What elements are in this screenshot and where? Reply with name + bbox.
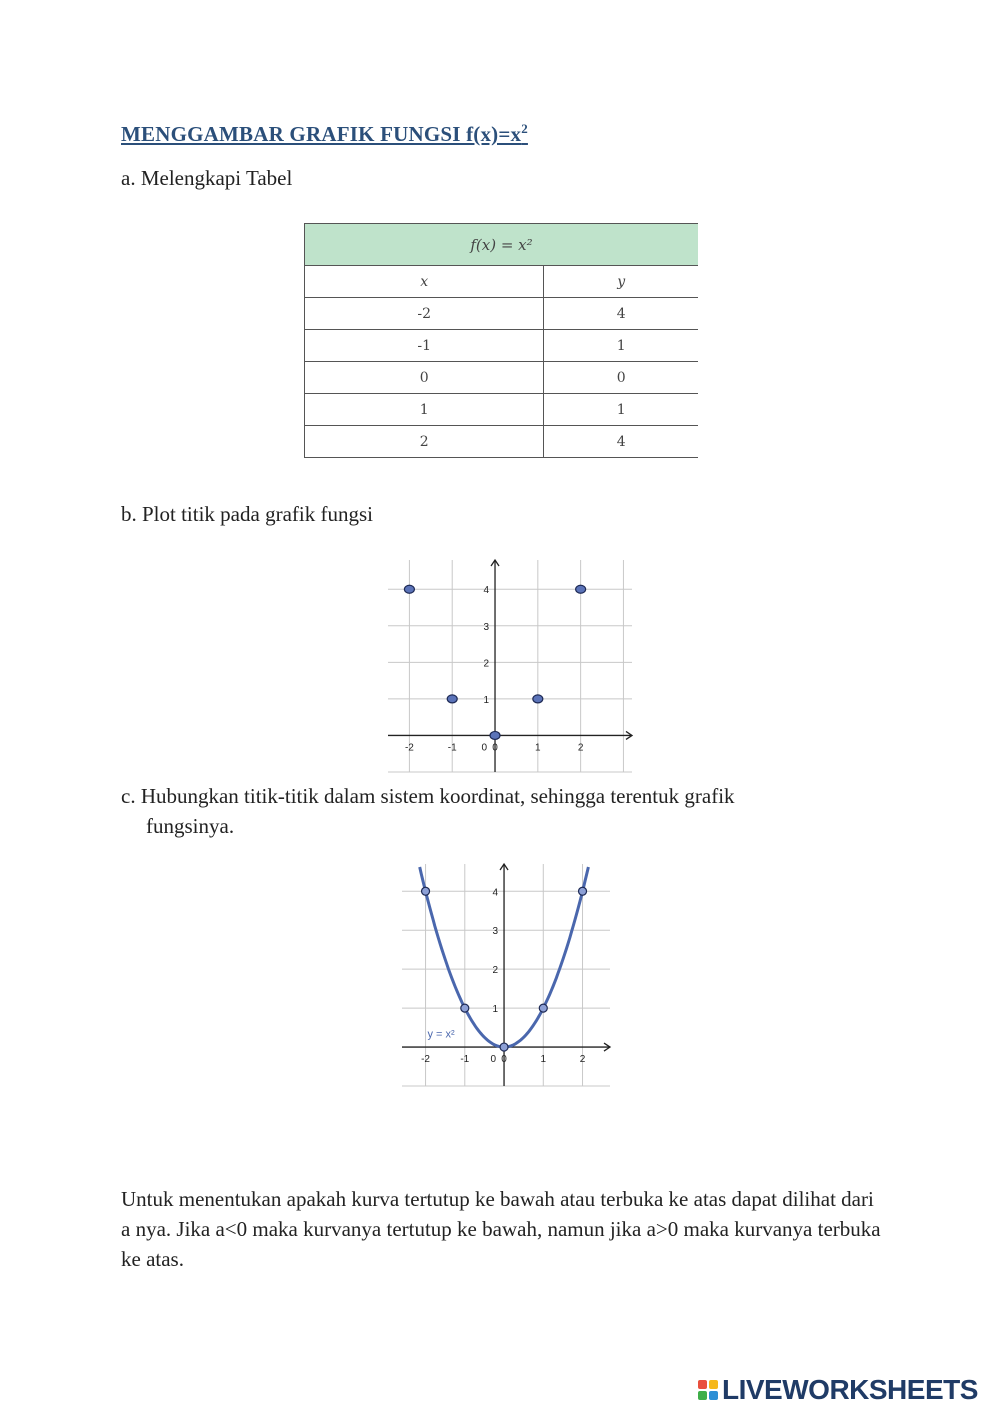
- table-header: f(x) = x²: [305, 224, 699, 266]
- column-x-header: x: [305, 266, 544, 298]
- data-point: [461, 1004, 469, 1012]
- cell-y: 1: [544, 394, 698, 426]
- x-tick-label: 0: [492, 742, 498, 754]
- y-tick-label: 1: [483, 694, 490, 706]
- logo-square: [709, 1380, 718, 1389]
- data-point: [490, 731, 500, 739]
- cell-x: 0: [305, 362, 544, 394]
- table-row: [305, 362, 699, 394]
- cell-x: -1: [305, 330, 544, 362]
- section-c-line1: c. Hubungkan titik-titik dalam sistem koordinat, sehingga terentuk grafik: [121, 784, 735, 808]
- x-tick-label: 2: [577, 742, 584, 754]
- column-y-header: y: [544, 266, 698, 298]
- title-text: MENGGAMBAR GRAFIK FUNGSI f(x)=x: [121, 122, 522, 146]
- origin-label: 0: [490, 1054, 497, 1066]
- cell-x: 2: [305, 426, 544, 458]
- section-b-heading: b. Plot titik pada grafik fungsi: [121, 502, 373, 526]
- section-a-heading: a. Melengkapi Tabel: [121, 166, 293, 190]
- y-tick-label: 2: [483, 658, 490, 670]
- explanation-paragraph: Untuk menentukan apakah kurva tertutup ke bawah atau terbuka ke atas dapat dilihat dari a nya. Jika a<0 maka kurvanya tertutup ke bawah, namun jika a>0 maka kurvanya terbuka ke atas.: [121, 1187, 881, 1271]
- data-point: [422, 887, 430, 895]
- data-point: [447, 695, 457, 703]
- title-exponent: 2: [521, 121, 528, 136]
- data-point: [539, 1004, 547, 1012]
- x-tick-label: 1: [540, 1054, 547, 1066]
- cell-y: 1: [544, 330, 698, 362]
- origin-label: 0: [481, 742, 488, 754]
- x-tick-label: -2: [421, 1054, 431, 1066]
- data-point: [579, 887, 587, 895]
- y-tick-label: 2: [492, 965, 499, 977]
- value-table: [304, 223, 698, 458]
- y-tick-label: 4: [483, 585, 490, 597]
- section-c-heading: [121, 781, 861, 841]
- y-tick-label: 3: [483, 621, 490, 633]
- data-point: [404, 585, 414, 593]
- x-tick-label: -1: [447, 742, 457, 754]
- cell-x: 1: [305, 394, 544, 426]
- x-tick-label: 2: [579, 1054, 586, 1066]
- logo-square: [698, 1380, 707, 1389]
- curve-label: y = x²: [427, 1028, 455, 1041]
- plot-points-chart: [386, 558, 634, 774]
- y-tick-label: 4: [492, 887, 499, 899]
- x-tick-label: -1: [460, 1054, 470, 1066]
- x-tick-label: -2: [404, 742, 414, 754]
- table-row: [305, 330, 699, 362]
- y-tick-label: 1: [492, 1004, 499, 1016]
- page-title: [121, 121, 528, 147]
- table-row: [305, 426, 699, 458]
- data-point: [576, 585, 586, 593]
- section-c-line2: fungsinya.: [146, 814, 235, 838]
- logo-square: [698, 1391, 707, 1400]
- table-row: [305, 298, 699, 330]
- logo-text: LIVEWORKSHEETS: [722, 1374, 978, 1405]
- cell-y: 4: [544, 426, 698, 458]
- data-point: [500, 1043, 508, 1051]
- logo-square: [709, 1391, 718, 1400]
- y-tick-label: 3: [492, 926, 499, 938]
- parabola-chart: [400, 862, 612, 1088]
- cell-x: -2: [305, 298, 544, 330]
- logo-mark-icon: [698, 1380, 718, 1400]
- x-tick-label: 1: [535, 742, 541, 754]
- table-row: [305, 394, 699, 426]
- cell-y: 4: [544, 298, 698, 330]
- data-point: [533, 695, 543, 703]
- cell-y: 0: [544, 362, 698, 394]
- liveworksheets-logo: [698, 1375, 978, 1405]
- x-tick-label: 0: [501, 1054, 507, 1066]
